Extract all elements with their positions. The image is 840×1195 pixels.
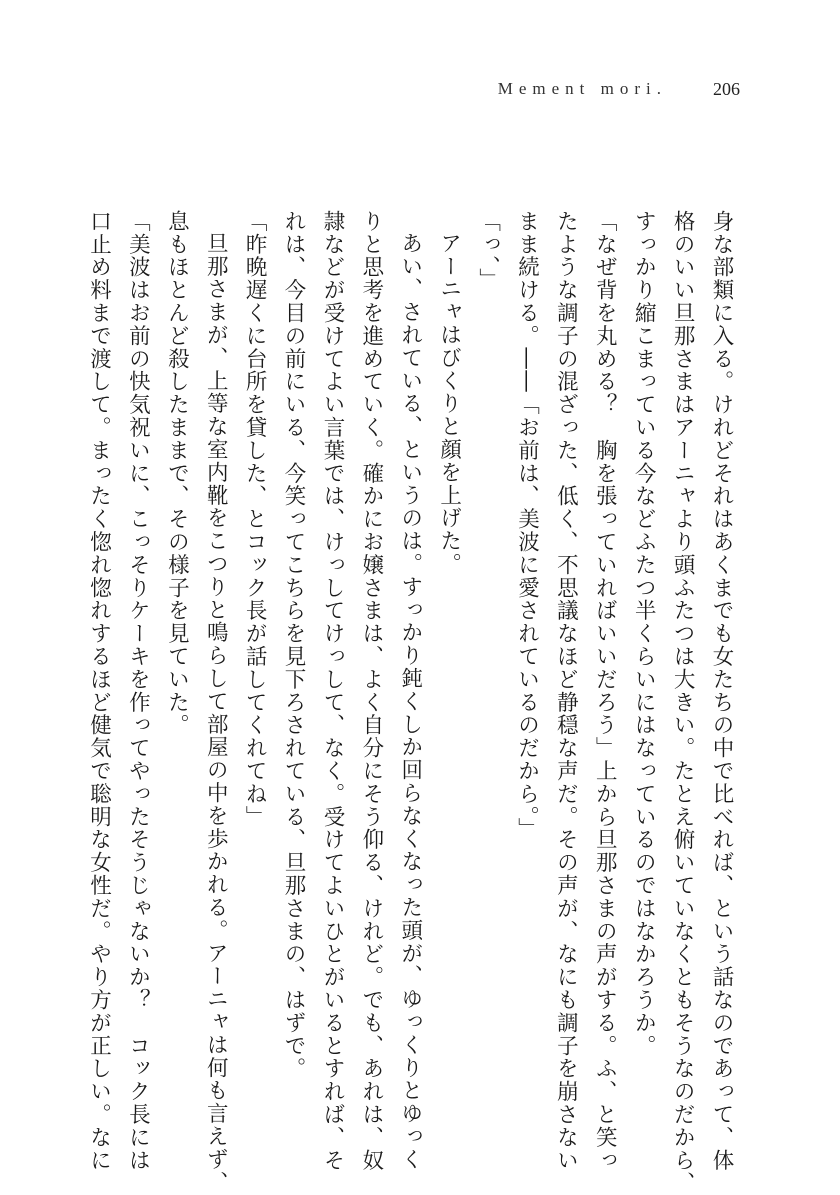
text-line: 「なぜ背を丸める？ 胸を張っていればいいだろう」上から旦那さまの声がする。ふ、と笑っ [592, 210, 618, 1172]
text-line: すっかり縮こまっている今などふたつ半くらいにはなっているのではなかろうか。 [631, 210, 657, 1058]
text-line: アーニャはびくりと顔を上げた。 [436, 231, 462, 575]
text-line: 「美波はお前の快気祝いに、こっそりケーキを作ってやったそうじゃないか？ コック長には [125, 210, 151, 1172]
text-line: 息もほとんど殺したままで、その様子を見ていた。 [164, 210, 190, 737]
text-line: 格のいい旦那さまはアーニャより頭ふたつは大きい。たとえ俯いていなくともそうなのだから、 [670, 210, 696, 1195]
text-line: 「昨晩遅くに台所を貸した、とコック長が話してくれてね」 [242, 210, 268, 829]
text-line: れは、今目の前にいる、今笑ってこちらを見下ろされている、旦那さまの、はずで。 [281, 210, 307, 1081]
text-line: 口止め料まで渡して。まったく惚れ惚れするほど健気で聡明な女性だ。やり方が正しい。なに [86, 210, 112, 1172]
text-line: 旦那さまが、上等な室内靴をこつりと鳴らして部屋の中を歩かれる。アーニャは何も言えず、 [203, 231, 229, 1194]
text-line: たような調子の混ざった、低く、不思議なほど静穏な声だ。その声が、なにも調子を崩さない [553, 210, 579, 1172]
text-line: まま続ける。――「お前は、美波に愛されているのだから。」 [514, 210, 540, 841]
page-number: 206 [713, 78, 740, 99]
text-line: りと思考を進めていく。確かにお嬢さまは、よく自分にそう仰る、けれど。でも、あれは、奴 [358, 210, 384, 1172]
body-text [86, 210, 740, 1195]
text-line: 隷などが受けてよい言葉では、けっしてけっして、なく。受けてよいひとがいるとすれば、そ [319, 210, 345, 1172]
running-header [498, 74, 740, 104]
text-line: あい、されている、というのは。すっかり鈍くしか回らなくなった頭が、ゆっくりとゆっく [397, 231, 423, 1171]
running-title: Mement mori. [497, 79, 667, 98]
text-line: 身な部類に入る。けれどそれはあくまでも女たちの中で比べれば、という話なのであって、体 [709, 210, 734, 1172]
text-line: 「っ、」 [475, 210, 501, 291]
